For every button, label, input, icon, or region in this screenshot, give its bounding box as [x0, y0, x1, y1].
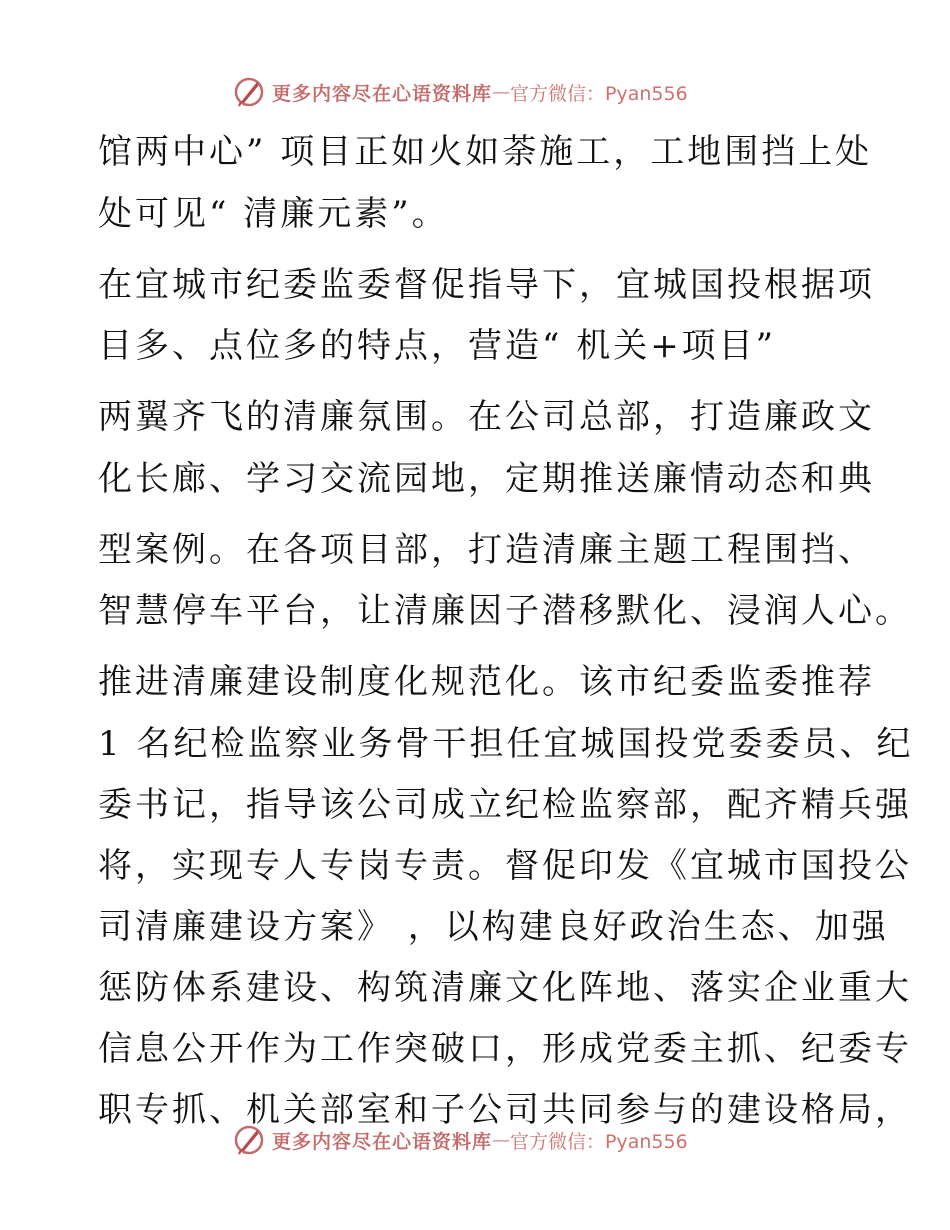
header-banner-text: 更多内容尽在心语资料库 [272, 82, 493, 105]
body-line: 在宜城市纪委监委督促指导下，宜城国投根据项 [98, 265, 875, 305]
body-line: 司清廉建设方案》 ，以构建良好政治生态、加强 [98, 907, 889, 947]
body-line: 型案例。在各项目部，打造清廉主题工程围挡、 [98, 530, 875, 570]
body-line: 两翼齐飞的清廉氛围。在公司总部，打造廉政文 [98, 397, 875, 437]
quill-logo-icon [232, 75, 266, 109]
body-line: 委书记，指导该公司成立纪检监察部，配齐精兵强 [98, 785, 912, 825]
footer-separator: — [492, 1129, 511, 1151]
body-line: 处可见“ 清廉元素”。 [98, 194, 449, 234]
quill-logo-icon [232, 1123, 266, 1157]
body-line: 目多、点位多的特点，营造“ 机关+项目” [98, 326, 777, 366]
header-banner [232, 72, 732, 112]
body-line: 将，实现专人专岗专责。督促印发《宜城市国投公 [98, 846, 912, 886]
body-line: 化长廊、学习交流园地，定期推送廉情动态和典 [98, 459, 875, 499]
header-contact: 官方微信：Pyan556 [510, 82, 688, 105]
footer-contact: 官方微信：Pyan556 [510, 1130, 688, 1153]
body-line: 职专抓、机关部室和子公司共同参与的建设格局， [98, 1090, 912, 1130]
footer-banner-text: 更多内容尽在心语资料库 [272, 1130, 493, 1153]
body-line: 智慧停车平台，让清廉因子潜移默化、浸润人心。 [98, 591, 912, 631]
header-separator: — [492, 81, 511, 103]
footer-banner [232, 1120, 732, 1160]
body-line: 馆两中心” 项目正如火如荼施工，工地围挡上处 [98, 132, 873, 172]
body-line: 惩防体系建设、构筑清廉文化阵地、落实企业重大 [98, 968, 912, 1008]
body-line: 信息公开作为工作突破口，形成党委主抓、纪委专 [98, 1029, 912, 1069]
body-line: 推进清廉建设制度化规范化。该市纪委监委推荐 [98, 662, 875, 702]
body-line: 1 名纪检监察业务骨干担任宜城国投党委委员、纪 [98, 724, 914, 764]
